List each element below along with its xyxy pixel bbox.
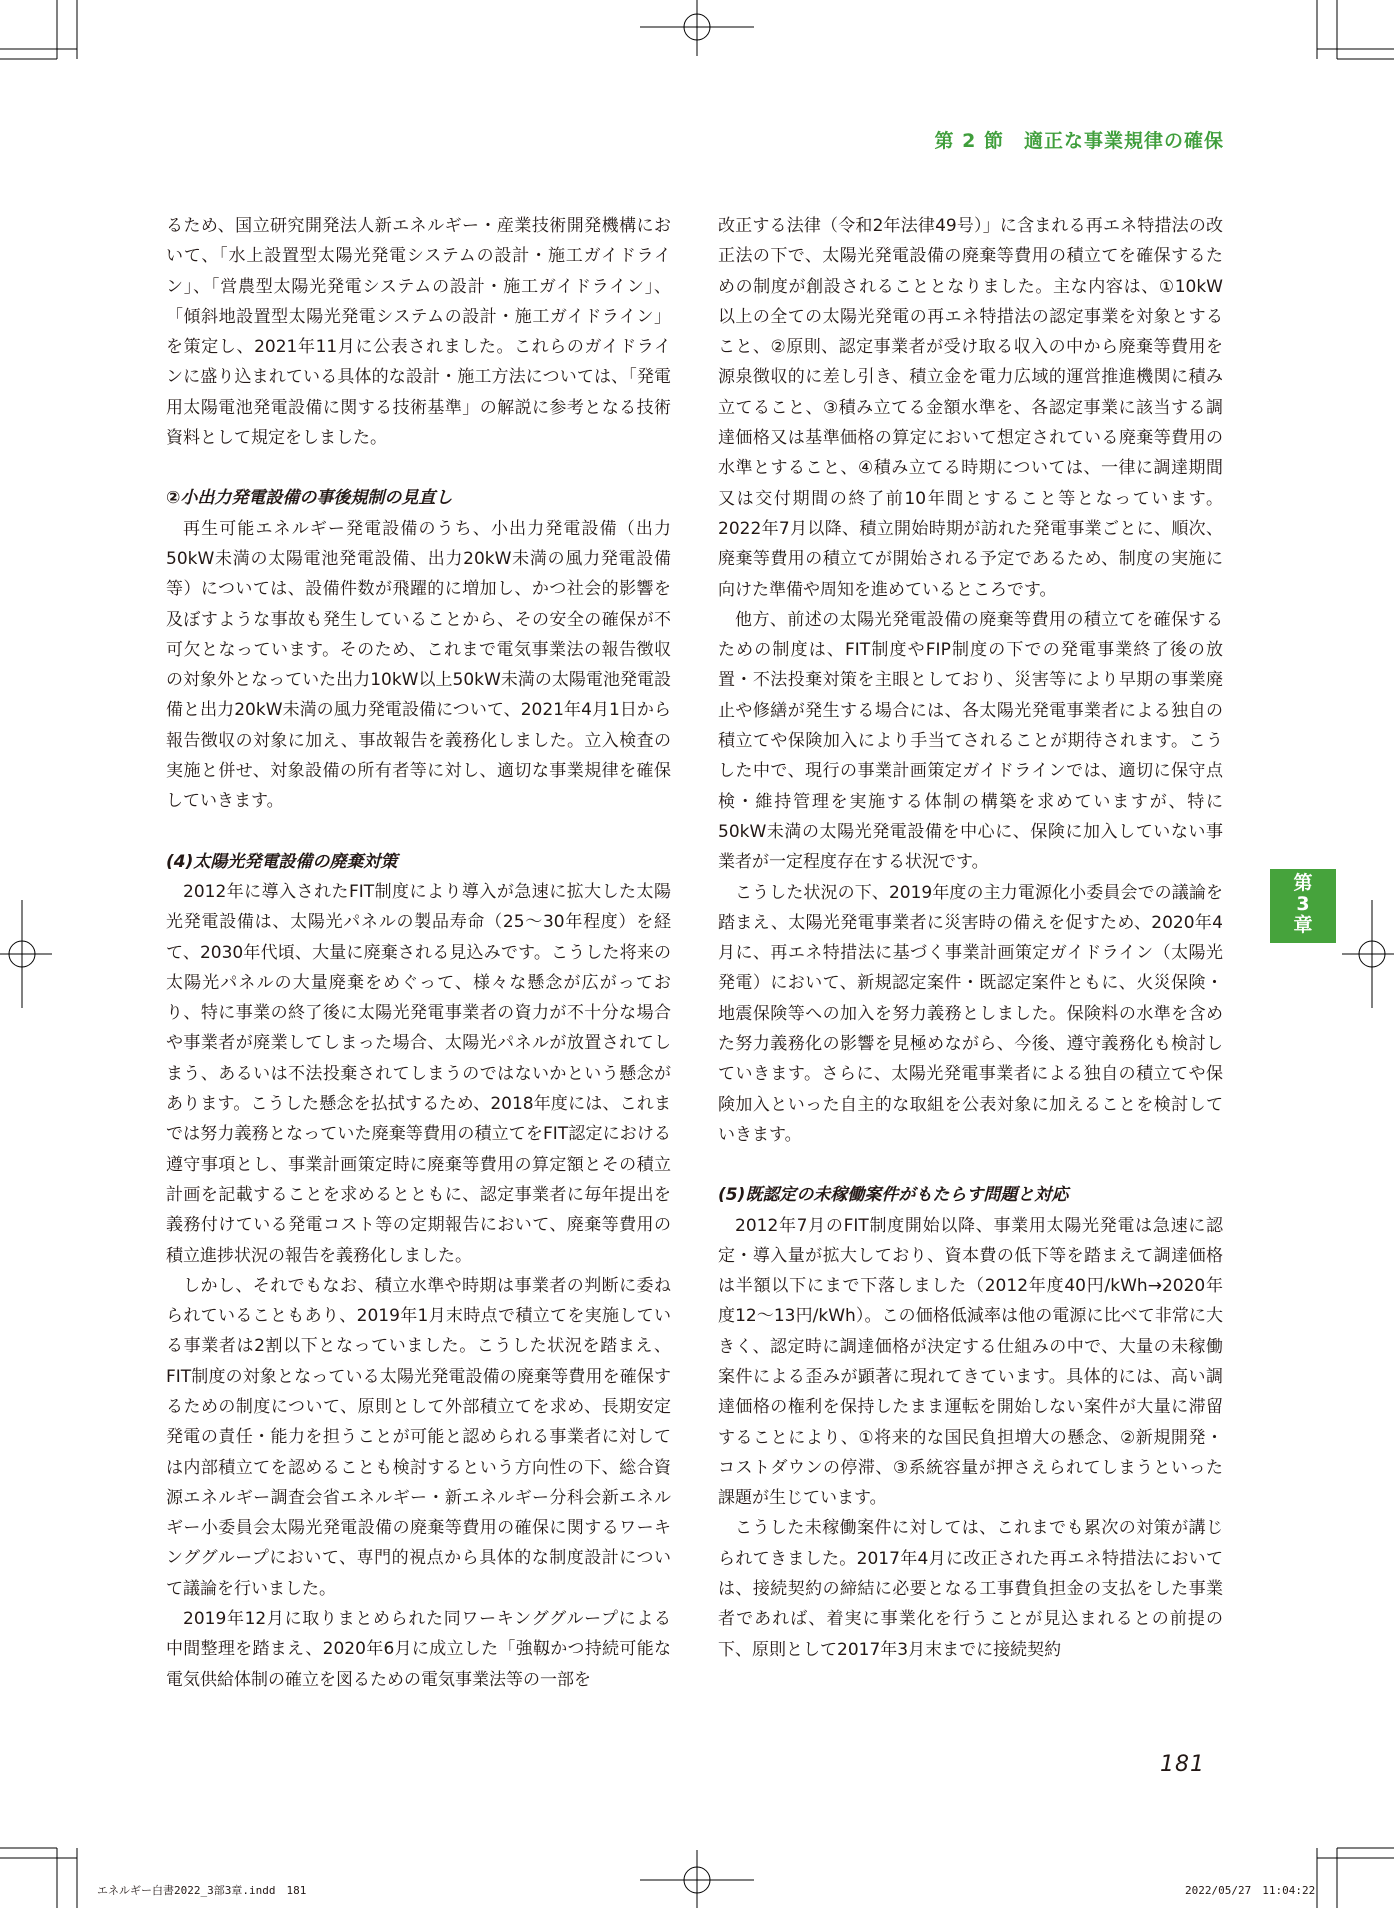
chapter-tab	[1270, 869, 1336, 943]
paragraph: 2012年7月のFIT制度開始以降、事業用太陽光発電は急速に認定・導入量が拡大しており、資本費の低下等を踏まえて調達価格は半額以下にまで下落しました（2012年度40円/kWh→2020年度12～13円/kWh）。この価格低減率は他の電源に比べて非常に大きく、認定時に調達価格が決定する仕組みの中で、大量の未稼働案件による歪みが顕著に現れてきています。具体的には、高い調達価格の権利を保持したまま運転を開始しない案件が大量に滞留することにより、①将来的な国民負担増大の懸念、②新規開発・コストダウンの停滞、③系統容量が押さえられてしまうといった課題が生じています。	[718, 1215, 1223, 1509]
paragraph: 2019年12月に取りまとめられた同ワーキンググループによる中間整理を踏まえ、2020年6月に成立した「強靱かつ持続可能な電気供給体制の確立を図るための電気事業法等の一部を	[166, 1609, 671, 1690]
page-number: 181	[1160, 1752, 1205, 1777]
paragraph: こうした未稼働案件に対しては、これまでも累次の対策が講じられてきました。2017年4月に改正された再エネ特措法においては、接続契約の締結に必要となる工事費負担金の支払をした事業者であれば、着実に事業化を行うことが見込まれるとの前提の下、原則として2017年3月末までに接続契約	[718, 1518, 1223, 1660]
footer-timestamp: 2022/05/27 11:04:22	[1185, 1884, 1316, 1897]
chapter-tab-line: 3	[1296, 893, 1310, 915]
paragraph: 再生可能エネルギー発電設備のうち、小出力発電設備（出力50kW未満の太陽電池発電設備、出力20kW未満の風力発電設備等）については、設備件数が飛躍的に増加し、かつ社会的影響を及ぼすような事故も発生していることから、その安全の確保が不可欠となっています。そのため、これまで電気事業法の報告徴収の対象外となっていた出力10kW以上50kW未満の太陽電池発電設備と出力20kW未満の風力発電設備について、2021年4月1日から報告徴収の対象に加え、事故報告を義務化しました。立入検査の実施と併せ、対象設備の所有者等に対し、適切な事業規律を確保していきます。	[166, 518, 671, 812]
paragraph: 2012年に導入されたFIT制度により導入が急速に拡大した太陽光発電設備は、太陽光パネルの製品寿命（25～30年程度）を経て、2030年代頃、大量に廃棄される見込みです。こうした将来の太陽光パネルの大量廃棄をめぐって、様々な懸念が広がっており、特に事業の終了後に太陽光発電事業者の資力が不十分な場合や事業者が廃業してしまった場合、太陽光パネルが放置されてしまう、あるいは不法投棄されてしまうのではないかという懸念があります。こうした懸念を払拭するため、2018年度には、これまでは努力義務となっていた廃棄等費用の積立てをFIT認定における遵守事項とし、事業計画策定時に廃棄等費用の算定額とその積立計画を記載することを求めるとともに、認定事業者に毎年提出を義務付けている発電コスト等の定期報告において、廃棄等費用の積立進捗状況の報告を義務化しました。	[166, 881, 671, 1266]
subsection-heading: (4)太陽光発電設備の廃棄対策	[166, 851, 398, 872]
paragraph: しかし、それでもなお、積立水準や時期は事業者の判断に委ねられていることもあり、2019年1月末時点で積立てを実施している事業者は2割以下となっていました。こうした状況を踏まえ、FIT制度の対象となっている太陽光発電設備の廃棄等費用を確保するための制度について、原則として外部積立てを求め、長期安定発電の責任・能力を担うことが可能と認められる事業者に対しては内部積立てを認めることも検討するという方向性の下、総合資源エネルギー調査会省エネルギー・新エネルギー分科会新エネルギー小委員会太陽光発電設備の廃棄等費用の確保に関するワーキンググループにおいて、専門的視点から具体的な制度設計について議論を行いました。	[166, 1275, 671, 1599]
section-header: 第 2 節 適正な事業規律の確保	[934, 130, 1224, 152]
chapter-tab-line: 第	[1293, 872, 1313, 894]
subsection-heading: (5)既認定の未稼働案件がもたらす問題と対応	[718, 1185, 1069, 1206]
subsection-heading: ②小出力発電設備の事後規制の見直し	[166, 488, 453, 509]
right-column	[718, 211, 1223, 1665]
paragraph: こうした状況の下、2019年度の主力電源化小委員会での議論を踏まえ、太陽光発電事業者に災害時の備えを促すため、2020年4月に、再エネ特措法に基づく事業計画策定ガイドライン（太陽光発電）において、新規認定案件・既認定案件ともに、火災保険・地震保険等への加入を努力義務としました。保険料の水準を含めた努力義務化の影響を見極めながら、今後、遵守義務化も検討していきます。さらに、太陽光発電事業者による独自の積立てや保険加入といった自主的な取組を公表対象に加えることを検討していきます。	[718, 882, 1223, 1145]
footer-file-info: エネルギー白書2022_3部3章.indd 181	[97, 1884, 307, 1897]
paragraph: 他方、前述の太陽光発電設備の廃棄等費用の積立てを確保するための制度は、FIT制度やFIP制度の下での発電事業終了後の放置・不法投棄対策を主眼としており、災害等により早期の事業廃止や修繕が発生する場合には、各太陽光発電事業者による独自の積立てや保険加入により手当てされることが期待されます。こうした中で、現行の事業計画策定ガイドラインでは、適切に保守点検・維持管理を実施する体制の構築を求めていますが、特に50kW未満の太陽光発電設備を中心に、保険に加入していない事業者が一定程度存在する状況です。	[718, 609, 1223, 873]
paragraph: るため、国立研究開発法人新エネルギー・産業技術開発機構において、「水上設置型太陽光発電システムの設計・施工ガイドライン」、「営農型太陽光発電システムの設計・施工ガイドライン」、「傾斜地設置型太陽光発電システムの設計・施工ガイドライン」を策定し、2021年11月に公表されました。これらのガイドラインに盛り込まれている具体的な設計・施工方法については、「発電用太陽電池発電設備に関する技術基準」の解説に参考となる技術資料として規定をしました。	[166, 216, 671, 449]
left-column	[166, 211, 671, 1695]
chapter-tab-line: 章	[1293, 914, 1313, 936]
paragraph: 改正する法律（令和2年法律49号）」に含まれる再エネ特措法の改正法の下で、太陽光発電設備の廃棄等費用の積立てを確保するための制度が創設されることとなりました。主な内容は、①10kW以上の全ての太陽光発電の再エネ特措法の認定事業を対象とすること、②原則、認定事業者が受け取る収入の中から廃棄等費用を源泉徴収的に差し引き、積立金を電力広域的運営推進機関に積み立てること、③積み立てる金額水準を、各認定事業に該当する調達価格又は基準価格の算定において想定されている廃棄等費用の水準とすること、④積み立てる時期については、一律に調達期間又は交付期間の終了前10年間とすること等となっています。2022年7月以降、積立開始時期が訪れた発電事業ごとに、順次、廃棄等費用の積立てが開始される予定であるため、制度の実施に向けた準備や周知を進めているところです。	[718, 216, 1223, 600]
